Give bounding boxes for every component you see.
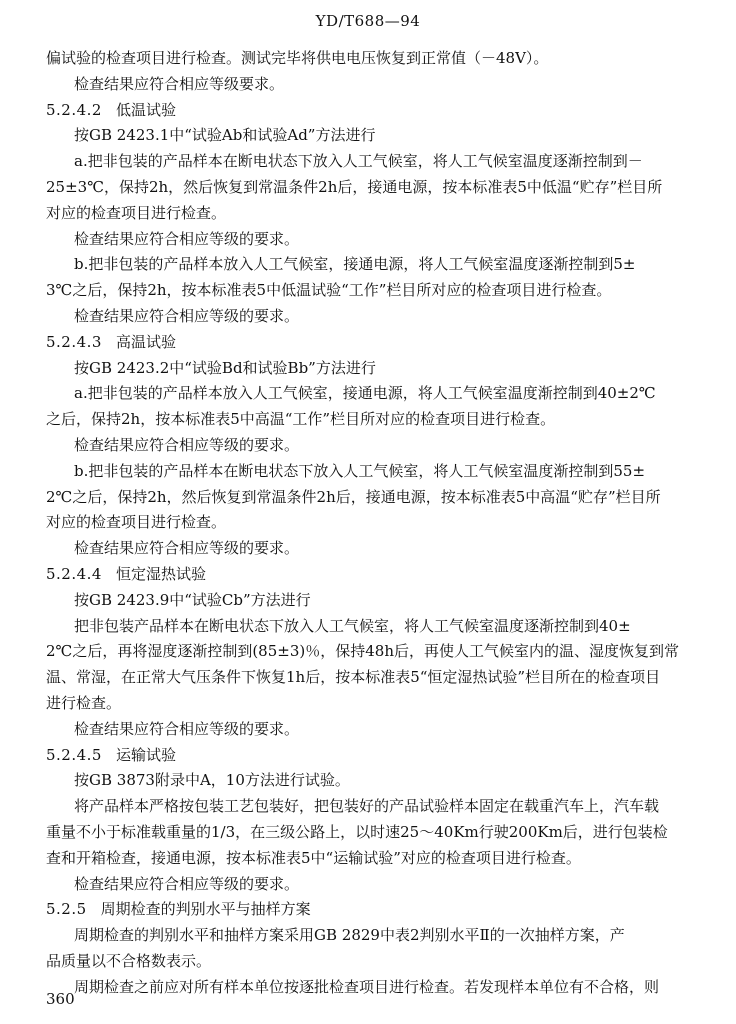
text-line [46,356,702,382]
text-line [46,975,702,1001]
text-line [46,252,702,278]
paragraph-text: 之后，保持2h，按本标准表5中高温“工作”栏目所对应的检查项目进行检查。 [46,410,556,429]
section-number: 5.2.4.5 [46,745,102,764]
text-line [46,923,702,949]
paragraph-text: 周期检查之前应对所有样本单位按逐批检查项目进行检查。若发现样本单位有不合格，则 [74,977,660,996]
paragraph-text: 检查结果应符合相应等级的要求。 [74,306,300,325]
text-line [46,510,702,536]
paragraph-text: b.把非包装的产品样本在断电状态下放入人工气候室，将人工气候室温度渐控制到55± [74,461,646,480]
paragraph-text: 品质量以不合格数表示。 [46,951,212,970]
text-line [46,459,702,485]
section-title: 周期检查的判别水平与抽样方案 [100,900,311,919]
paragraph-text: a.把非包装的产品样本放入人工气候室，接通电源，将人工气候室温度渐控制到40±2℃ [74,384,656,403]
text-line [46,227,702,253]
section-number: 5.2.4.2 [46,100,102,119]
text-line [46,768,702,794]
section-title: 低温试验 [115,100,176,119]
paragraph-text: 按GB 2423.9中“试验Cb”方法进行 [74,590,311,609]
paragraph-text: b.把非包装的产品样本放入人工气候室，接通电源，将人工气候室温度逐渐控制到5± [74,255,636,274]
section-number: 5.2.4.4 [46,564,102,583]
paragraph-text: 进行检查。 [46,693,122,712]
text-line [46,665,702,691]
text-line [46,820,702,846]
section-title: 恒定湿热试验 [115,564,206,583]
paragraph-text: 检查结果应符合相应等级的要求。 [74,874,300,893]
page-number: 360 [46,990,75,1008]
text-line [46,123,702,149]
document-header: YD/T688—94 [315,12,421,30]
text-line [46,46,702,72]
text-line [46,201,702,227]
section-heading [46,330,702,356]
section-heading [46,897,702,923]
text-line [46,691,702,717]
text-line [46,304,702,330]
paragraph-text: 将产品样本严格按包装工艺包装好，把包装好的产品试验样本固定在载重汽车上，汽车载 [74,797,660,816]
paragraph-text: 2℃之后，保持2h，然后恢复到常温条件2h后，接通电源，按本标准表5中高温“贮存”栏目所 [46,487,661,506]
paragraph-text: 检查结果应符合相应等级的要求。 [74,435,300,454]
text-line [46,536,702,562]
section-heading [46,98,702,124]
text-line [46,407,702,433]
text-line [46,175,702,201]
text-line [46,588,702,614]
text-line [46,614,702,640]
paragraph-text: 检查结果应符合相应等级的要求。 [74,229,300,248]
paragraph-text: 检查结果应符合相应等级的要求。 [74,539,300,558]
paragraph-text: 偏试验的检查项目进行检查。测试完毕将供电电压恢复到正常值（－48V）。 [46,49,549,67]
paragraph-text: 温、常湿，在正常大气压条件下恢复1h后，按本标准表5“恒定湿热试验”栏目所在的检查项目 [46,668,661,687]
section-heading [46,743,702,769]
paragraph-text: 把非包装产品样本在断电状态下放入人工气候室，将人工气候室温度逐渐控制到40± [74,616,631,635]
text-line [46,381,702,407]
text-line [46,949,702,975]
paragraph-text: 按GB 2423.2中“试验Bd和试验Bb”方法进行 [74,358,376,377]
paragraph-text: 检查结果应符合相应等级的要求。 [74,719,300,738]
section-number: 5.2.4.3 [46,332,102,351]
section-title: 高温试验 [115,332,176,351]
text-line [46,846,702,872]
paragraph-text: 3℃之后，保持2h，按本标准表5中低温试验“工作”栏目所对应的检查项目进行检查。 [46,281,612,300]
section-heading [46,562,702,588]
text-line [46,278,702,304]
text-line [46,872,702,898]
text-line [46,717,702,743]
paragraph-text: 按GB 3873附录中A，10方法进行试验。 [74,771,350,790]
paragraph-text: 检查结果应符合相应等级要求。 [74,74,285,93]
paragraph-text: 周期检查的判别水平和抽样方案采用GB 2829中表2判别水平Ⅱ的一次抽样方案，产 [74,926,625,945]
paragraph-text: a.把非包装的产品样本在断电状态下放入人工气候室，将人工气候室温度逐渐控制到－ [74,152,643,171]
paragraph-text: 25±3℃，保持2h，然后恢复到常温条件2h后，接通电源，按本标准表5中低温“贮存”栏目所 [46,177,663,196]
text-line [46,639,702,665]
section-title: 运输试验 [115,745,176,764]
paragraph-text: 对应的检查项目进行检查。 [46,513,227,532]
section-number: 5.2.5 [46,900,87,919]
paragraph-text: 按GB 2423.1中“试验Ab和试验Ad”方法进行 [74,126,376,145]
text-line [46,485,702,511]
text-line [46,72,702,98]
paragraph-text: 查和开箱检查，接通电源，按本标准表5中“运输试验”对应的检查项目进行检查。 [46,848,581,867]
paragraph-text: 重量不小于标准载重量的1/3，在三级公路上，以时速25～40Km行驶200Km后，进行包装检 [46,822,668,841]
paragraph-text: 对应的检查项目进行检查。 [46,203,227,222]
document-body [46,46,702,1000]
text-line [46,794,702,820]
paragraph-text: 2℃之后，再将湿度逐渐控制到(85±3)％，保持48h后，再使人工气候室内的温、湿度恢复到常 [46,642,679,661]
text-line [46,149,702,175]
text-line [46,433,702,459]
